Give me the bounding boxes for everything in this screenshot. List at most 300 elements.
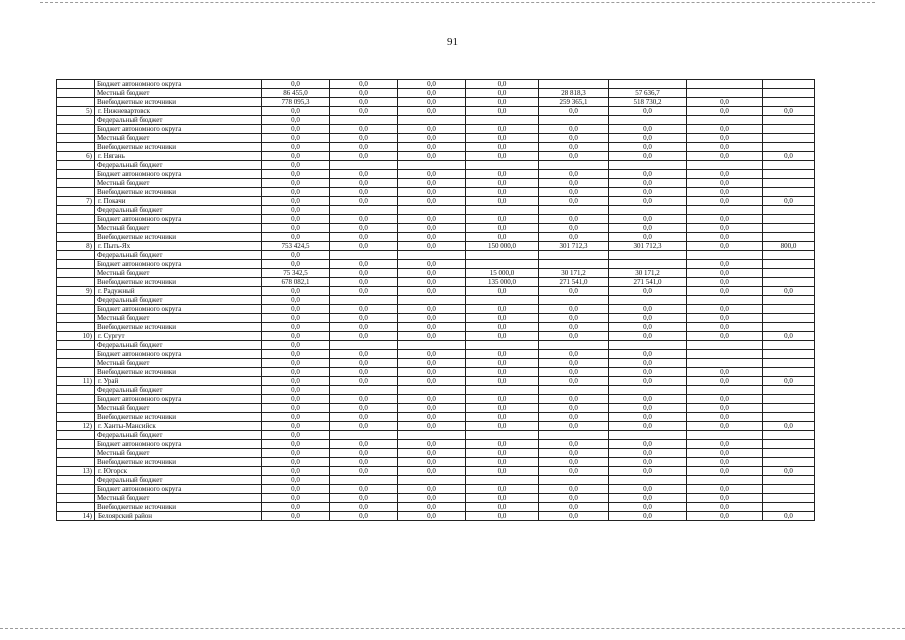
amount-cell: 0,0 bbox=[398, 107, 466, 116]
funding-source-row bbox=[57, 395, 815, 404]
amount-cell bbox=[466, 251, 539, 260]
amount-cell: 0,0 bbox=[398, 458, 466, 467]
amount-cell bbox=[398, 161, 466, 170]
amount-cell: 271 541,0 bbox=[539, 278, 609, 287]
amount-cell: 0,0 bbox=[609, 134, 687, 143]
amount-cell: 0,0 bbox=[262, 305, 330, 314]
funding-source-label: Местный бюджет bbox=[95, 449, 262, 458]
funding-source-label: Федеральный бюджет bbox=[95, 341, 262, 350]
amount-cell bbox=[763, 359, 815, 368]
funding-source-label: Местный бюджет bbox=[95, 179, 262, 188]
amount-cell: 0,0 bbox=[763, 422, 815, 431]
row-number bbox=[57, 89, 95, 98]
funding-source-row bbox=[57, 224, 815, 233]
amount-cell: 0,0 bbox=[262, 188, 330, 197]
amount-cell: 0,0 bbox=[539, 143, 609, 152]
amount-cell bbox=[466, 476, 539, 485]
funding-source-row bbox=[57, 134, 815, 143]
funding-source-row bbox=[57, 125, 815, 134]
amount-cell bbox=[466, 116, 539, 125]
funding-source-row bbox=[57, 485, 815, 494]
amount-cell: 0,0 bbox=[398, 287, 466, 296]
amount-cell bbox=[763, 170, 815, 179]
amount-cell bbox=[398, 431, 466, 440]
amount-cell: 0,0 bbox=[262, 206, 330, 215]
amount-cell bbox=[763, 89, 815, 98]
row-number bbox=[57, 134, 95, 143]
row-number bbox=[57, 278, 95, 287]
amount-cell: 0,0 bbox=[539, 368, 609, 377]
amount-cell: 800,0 bbox=[763, 242, 815, 251]
amount-cell: 28 818,3 bbox=[539, 89, 609, 98]
amount-cell bbox=[687, 161, 763, 170]
amount-cell: 0,0 bbox=[609, 224, 687, 233]
municipality-row bbox=[57, 107, 815, 116]
amount-cell: 271 541,0 bbox=[609, 278, 687, 287]
amount-cell: 0,0 bbox=[262, 323, 330, 332]
amount-cell: 0,0 bbox=[539, 494, 609, 503]
amount-cell bbox=[466, 161, 539, 170]
row-number bbox=[57, 431, 95, 440]
amount-cell: 0,0 bbox=[398, 98, 466, 107]
municipality-name: Белоярский район bbox=[95, 512, 262, 521]
funding-source-row bbox=[57, 440, 815, 449]
amount-cell: 0,0 bbox=[539, 107, 609, 116]
amount-cell: 0,0 bbox=[466, 125, 539, 134]
budget-table-body bbox=[57, 80, 815, 521]
amount-cell bbox=[763, 278, 815, 287]
amount-cell bbox=[763, 224, 815, 233]
amount-cell: 0,0 bbox=[330, 467, 398, 476]
amount-cell: 0,0 bbox=[539, 125, 609, 134]
funding-source-row bbox=[57, 386, 815, 395]
amount-cell: 0,0 bbox=[330, 359, 398, 368]
funding-source-label: Внебюджетные источники bbox=[95, 323, 262, 332]
amount-cell: 0,0 bbox=[398, 404, 466, 413]
municipality-name: г. Нягань bbox=[95, 152, 262, 161]
row-number bbox=[57, 233, 95, 242]
funding-source-label: Федеральный бюджет bbox=[95, 431, 262, 440]
municipality-row bbox=[57, 422, 815, 431]
amount-cell: 0,0 bbox=[398, 413, 466, 422]
municipality-row bbox=[57, 512, 815, 521]
amount-cell: 0,0 bbox=[539, 440, 609, 449]
amount-cell: 0,0 bbox=[687, 197, 763, 206]
amount-cell bbox=[763, 440, 815, 449]
amount-cell: 0,0 bbox=[262, 368, 330, 377]
amount-cell: 0,0 bbox=[609, 350, 687, 359]
funding-source-row bbox=[57, 116, 815, 125]
amount-cell: 0,0 bbox=[262, 233, 330, 242]
funding-source-label: Федеральный бюджет bbox=[95, 206, 262, 215]
amount-cell: 0,0 bbox=[262, 179, 330, 188]
funding-source-label: Федеральный бюджет bbox=[95, 251, 262, 260]
funding-source-label: Внебюджетные источники bbox=[95, 278, 262, 287]
amount-cell: 0,0 bbox=[330, 134, 398, 143]
amount-cell bbox=[763, 143, 815, 152]
row-number: 11) bbox=[57, 377, 95, 386]
amount-cell: 0,0 bbox=[539, 485, 609, 494]
amount-cell: 0,0 bbox=[466, 152, 539, 161]
funding-source-row bbox=[57, 170, 815, 179]
funding-source-label: Бюджет автономного округа bbox=[95, 440, 262, 449]
funding-source-label: Федеральный бюджет bbox=[95, 386, 262, 395]
amount-cell bbox=[609, 296, 687, 305]
amount-cell: 0,0 bbox=[398, 422, 466, 431]
amount-cell bbox=[763, 251, 815, 260]
funding-source-label: Внебюджетные источники bbox=[95, 143, 262, 152]
amount-cell bbox=[539, 206, 609, 215]
funding-source-row bbox=[57, 305, 815, 314]
funding-source-label: Федеральный бюджет bbox=[95, 476, 262, 485]
amount-cell: 0,0 bbox=[609, 143, 687, 152]
amount-cell bbox=[763, 206, 815, 215]
row-number bbox=[57, 161, 95, 170]
amount-cell: 0,0 bbox=[330, 422, 398, 431]
amount-cell: 0,0 bbox=[262, 458, 330, 467]
amount-cell: 0,0 bbox=[466, 494, 539, 503]
funding-source-row bbox=[57, 161, 815, 170]
amount-cell bbox=[763, 305, 815, 314]
amount-cell: 0,0 bbox=[330, 224, 398, 233]
row-number bbox=[57, 476, 95, 485]
amount-cell bbox=[398, 386, 466, 395]
amount-cell: 0,0 bbox=[398, 377, 466, 386]
amount-cell: 0,0 bbox=[687, 242, 763, 251]
amount-cell: 0,0 bbox=[398, 152, 466, 161]
funding-source-row bbox=[57, 215, 815, 224]
amount-cell: 0,0 bbox=[398, 233, 466, 242]
amount-cell: 0,0 bbox=[687, 512, 763, 521]
amount-cell bbox=[763, 449, 815, 458]
amount-cell: 0,0 bbox=[466, 413, 539, 422]
municipality-name: г. Сургут bbox=[95, 332, 262, 341]
amount-cell: 0,0 bbox=[330, 125, 398, 134]
amount-cell: 0,0 bbox=[330, 89, 398, 98]
amount-cell: 0,0 bbox=[687, 395, 763, 404]
funding-source-label: Внебюджетные источники bbox=[95, 368, 262, 377]
row-number bbox=[57, 296, 95, 305]
amount-cell bbox=[398, 476, 466, 485]
amount-cell: 0,0 bbox=[262, 395, 330, 404]
amount-cell bbox=[609, 431, 687, 440]
amount-cell: 0,0 bbox=[687, 179, 763, 188]
amount-cell: 0,0 bbox=[609, 458, 687, 467]
page-number: 91 bbox=[447, 36, 458, 48]
funding-source-label: Местный бюджет bbox=[95, 89, 262, 98]
amount-cell: 0,0 bbox=[398, 224, 466, 233]
amount-cell: 0,0 bbox=[330, 152, 398, 161]
amount-cell: 0,0 bbox=[466, 449, 539, 458]
amount-cell bbox=[763, 260, 815, 269]
bottom-scan-edge bbox=[0, 628, 905, 629]
amount-cell: 0,0 bbox=[262, 251, 330, 260]
amount-cell bbox=[763, 296, 815, 305]
row-number bbox=[57, 503, 95, 512]
amount-cell: 0,0 bbox=[687, 413, 763, 422]
funding-source-row bbox=[57, 503, 815, 512]
amount-cell: 0,0 bbox=[763, 197, 815, 206]
amount-cell: 0,0 bbox=[398, 440, 466, 449]
row-number bbox=[57, 269, 95, 278]
amount-cell: 0,0 bbox=[763, 377, 815, 386]
amount-cell: 0,0 bbox=[687, 188, 763, 197]
row-number: 9) bbox=[57, 287, 95, 296]
amount-cell bbox=[609, 251, 687, 260]
amount-cell bbox=[398, 251, 466, 260]
amount-cell: 0,0 bbox=[330, 494, 398, 503]
amount-cell: 0,0 bbox=[687, 269, 763, 278]
amount-cell: 0,0 bbox=[609, 197, 687, 206]
amount-cell bbox=[466, 431, 539, 440]
amount-cell: 0,0 bbox=[398, 314, 466, 323]
amount-cell: 0,0 bbox=[539, 512, 609, 521]
amount-cell: 0,0 bbox=[330, 458, 398, 467]
amount-cell: 0,0 bbox=[466, 143, 539, 152]
amount-cell: 0,0 bbox=[330, 179, 398, 188]
amount-cell: 0,0 bbox=[330, 260, 398, 269]
municipality-row bbox=[57, 197, 815, 206]
amount-cell: 0,0 bbox=[609, 107, 687, 116]
amount-cell bbox=[763, 314, 815, 323]
amount-cell: 0,0 bbox=[539, 314, 609, 323]
amount-cell: 0,0 bbox=[398, 197, 466, 206]
amount-cell: 0,0 bbox=[398, 170, 466, 179]
amount-cell: 0,0 bbox=[687, 170, 763, 179]
amount-cell: 0,0 bbox=[466, 512, 539, 521]
amount-cell bbox=[763, 188, 815, 197]
amount-cell: 0,0 bbox=[330, 242, 398, 251]
amount-cell bbox=[539, 80, 609, 89]
municipality-name: г. Ханты-Мансийск bbox=[95, 422, 262, 431]
amount-cell: 0,0 bbox=[687, 233, 763, 242]
row-number bbox=[57, 143, 95, 152]
amount-cell bbox=[763, 404, 815, 413]
amount-cell bbox=[609, 341, 687, 350]
funding-source-row bbox=[57, 80, 815, 89]
municipality-row bbox=[57, 377, 815, 386]
amount-cell: 0,0 bbox=[262, 161, 330, 170]
amount-cell bbox=[763, 458, 815, 467]
funding-source-row bbox=[57, 179, 815, 188]
funding-source-row bbox=[57, 314, 815, 323]
amount-cell: 0,0 bbox=[466, 440, 539, 449]
amount-cell: 0,0 bbox=[330, 188, 398, 197]
funding-source-label: Бюджет автономного округа bbox=[95, 305, 262, 314]
amount-cell: 0,0 bbox=[262, 224, 330, 233]
amount-cell: 57 636,7 bbox=[609, 89, 687, 98]
amount-cell: 0,0 bbox=[539, 503, 609, 512]
row-number bbox=[57, 458, 95, 467]
funding-source-label: Местный бюджет bbox=[95, 269, 262, 278]
amount-cell bbox=[763, 485, 815, 494]
row-number: 6) bbox=[57, 152, 95, 161]
funding-source-row bbox=[57, 431, 815, 440]
municipality-row bbox=[57, 467, 815, 476]
amount-cell: 0,0 bbox=[262, 215, 330, 224]
amount-cell bbox=[763, 368, 815, 377]
amount-cell: 0,0 bbox=[466, 395, 539, 404]
amount-cell: 0,0 bbox=[330, 80, 398, 89]
amount-cell: 0,0 bbox=[763, 107, 815, 116]
amount-cell: 0,0 bbox=[466, 80, 539, 89]
funding-source-row bbox=[57, 98, 815, 107]
funding-source-label: Бюджет автономного округа bbox=[95, 350, 262, 359]
amount-cell: 0,0 bbox=[262, 359, 330, 368]
row-number: 7) bbox=[57, 197, 95, 206]
amount-cell: 0,0 bbox=[398, 125, 466, 134]
amount-cell: 0,0 bbox=[330, 368, 398, 377]
amount-cell: 0,0 bbox=[330, 413, 398, 422]
funding-source-row bbox=[57, 413, 815, 422]
amount-cell: 0,0 bbox=[687, 368, 763, 377]
row-number bbox=[57, 251, 95, 260]
amount-cell bbox=[330, 386, 398, 395]
amount-cell bbox=[763, 395, 815, 404]
amount-cell: 0,0 bbox=[330, 449, 398, 458]
funding-source-row bbox=[57, 341, 815, 350]
amount-cell: 0,0 bbox=[330, 323, 398, 332]
row-number bbox=[57, 260, 95, 269]
amount-cell: 0,0 bbox=[398, 143, 466, 152]
amount-cell bbox=[687, 359, 763, 368]
amount-cell: 0,0 bbox=[330, 305, 398, 314]
amount-cell: 0,0 bbox=[466, 197, 539, 206]
row-number bbox=[57, 170, 95, 179]
amount-cell: 0,0 bbox=[398, 359, 466, 368]
municipality-name: г. Радужный bbox=[95, 287, 262, 296]
amount-cell bbox=[609, 476, 687, 485]
amount-cell bbox=[687, 89, 763, 98]
amount-cell: 0,0 bbox=[398, 332, 466, 341]
amount-cell bbox=[763, 386, 815, 395]
amount-cell: 0,0 bbox=[398, 215, 466, 224]
amount-cell bbox=[763, 125, 815, 134]
row-number bbox=[57, 440, 95, 449]
row-number bbox=[57, 341, 95, 350]
amount-cell: 0,0 bbox=[330, 278, 398, 287]
funding-source-row bbox=[57, 404, 815, 413]
amount-cell: 0,0 bbox=[398, 278, 466, 287]
funding-source-label: Внебюджетные источники bbox=[95, 458, 262, 467]
funding-source-row bbox=[57, 494, 815, 503]
amount-cell bbox=[330, 341, 398, 350]
funding-source-label: Бюджет автономного округа bbox=[95, 170, 262, 179]
amount-cell: 0,0 bbox=[398, 89, 466, 98]
amount-cell: 753 424,5 bbox=[262, 242, 330, 251]
amount-cell bbox=[763, 350, 815, 359]
amount-cell bbox=[330, 431, 398, 440]
amount-cell bbox=[763, 161, 815, 170]
row-number bbox=[57, 179, 95, 188]
amount-cell bbox=[687, 386, 763, 395]
amount-cell: 0,0 bbox=[687, 377, 763, 386]
amount-cell bbox=[687, 251, 763, 260]
amount-cell: 0,0 bbox=[330, 350, 398, 359]
amount-cell bbox=[763, 341, 815, 350]
funding-source-row bbox=[57, 89, 815, 98]
funding-source-row bbox=[57, 251, 815, 260]
amount-cell: 0,0 bbox=[398, 323, 466, 332]
amount-cell: 0,0 bbox=[466, 503, 539, 512]
amount-cell: 0,0 bbox=[539, 422, 609, 431]
amount-cell: 0,0 bbox=[466, 134, 539, 143]
amount-cell: 0,0 bbox=[609, 314, 687, 323]
amount-cell: 0,0 bbox=[609, 503, 687, 512]
amount-cell: 0,0 bbox=[539, 224, 609, 233]
funding-source-label: Федеральный бюджет bbox=[95, 296, 262, 305]
amount-cell: 0,0 bbox=[330, 233, 398, 242]
amount-cell: 0,0 bbox=[687, 332, 763, 341]
amount-cell: 0,0 bbox=[687, 287, 763, 296]
amount-cell: 0,0 bbox=[609, 494, 687, 503]
funding-source-label: Внебюджетные источники bbox=[95, 413, 262, 422]
amount-cell: 0,0 bbox=[262, 503, 330, 512]
amount-cell bbox=[330, 296, 398, 305]
amount-cell: 0,0 bbox=[262, 341, 330, 350]
amount-cell: 259 365,1 bbox=[539, 98, 609, 107]
amount-cell: 0,0 bbox=[330, 440, 398, 449]
amount-cell bbox=[763, 80, 815, 89]
amount-cell: 0,0 bbox=[398, 395, 466, 404]
amount-cell: 0,0 bbox=[262, 107, 330, 116]
amount-cell: 0,0 bbox=[330, 287, 398, 296]
amount-cell: 0,0 bbox=[466, 224, 539, 233]
amount-cell: 0,0 bbox=[687, 134, 763, 143]
amount-cell: 0,0 bbox=[539, 467, 609, 476]
amount-cell: 0,0 bbox=[330, 512, 398, 521]
amount-cell: 0,0 bbox=[687, 143, 763, 152]
amount-cell bbox=[687, 341, 763, 350]
row-number bbox=[57, 314, 95, 323]
amount-cell: 0,0 bbox=[687, 323, 763, 332]
amount-cell bbox=[763, 269, 815, 278]
amount-cell: 0,0 bbox=[539, 152, 609, 161]
amount-cell: 0,0 bbox=[262, 143, 330, 152]
amount-cell bbox=[687, 116, 763, 125]
amount-cell: 0,0 bbox=[466, 323, 539, 332]
amount-cell: 0,0 bbox=[466, 377, 539, 386]
amount-cell: 0,0 bbox=[262, 287, 330, 296]
funding-source-label: Местный бюджет bbox=[95, 359, 262, 368]
amount-cell bbox=[763, 323, 815, 332]
amount-cell: 0,0 bbox=[262, 260, 330, 269]
amount-cell: 0,0 bbox=[262, 449, 330, 458]
municipality-row bbox=[57, 287, 815, 296]
amount-cell: 86 455,0 bbox=[262, 89, 330, 98]
funding-source-row bbox=[57, 323, 815, 332]
amount-cell: 0,0 bbox=[609, 188, 687, 197]
amount-cell: 0,0 bbox=[609, 287, 687, 296]
row-number bbox=[57, 116, 95, 125]
row-number bbox=[57, 386, 95, 395]
amount-cell: 0,0 bbox=[609, 305, 687, 314]
amount-cell: 0,0 bbox=[330, 197, 398, 206]
amount-cell: 0,0 bbox=[466, 485, 539, 494]
amount-cell: 0,0 bbox=[539, 134, 609, 143]
row-number bbox=[57, 485, 95, 494]
amount-cell: 0,0 bbox=[687, 404, 763, 413]
amount-cell bbox=[763, 476, 815, 485]
funding-source-row bbox=[57, 206, 815, 215]
amount-cell bbox=[539, 260, 609, 269]
row-number bbox=[57, 323, 95, 332]
amount-cell: 0,0 bbox=[330, 485, 398, 494]
amount-cell: 0,0 bbox=[330, 98, 398, 107]
amount-cell: 0,0 bbox=[398, 350, 466, 359]
amount-cell: 778 095,3 bbox=[262, 98, 330, 107]
amount-cell bbox=[398, 116, 466, 125]
